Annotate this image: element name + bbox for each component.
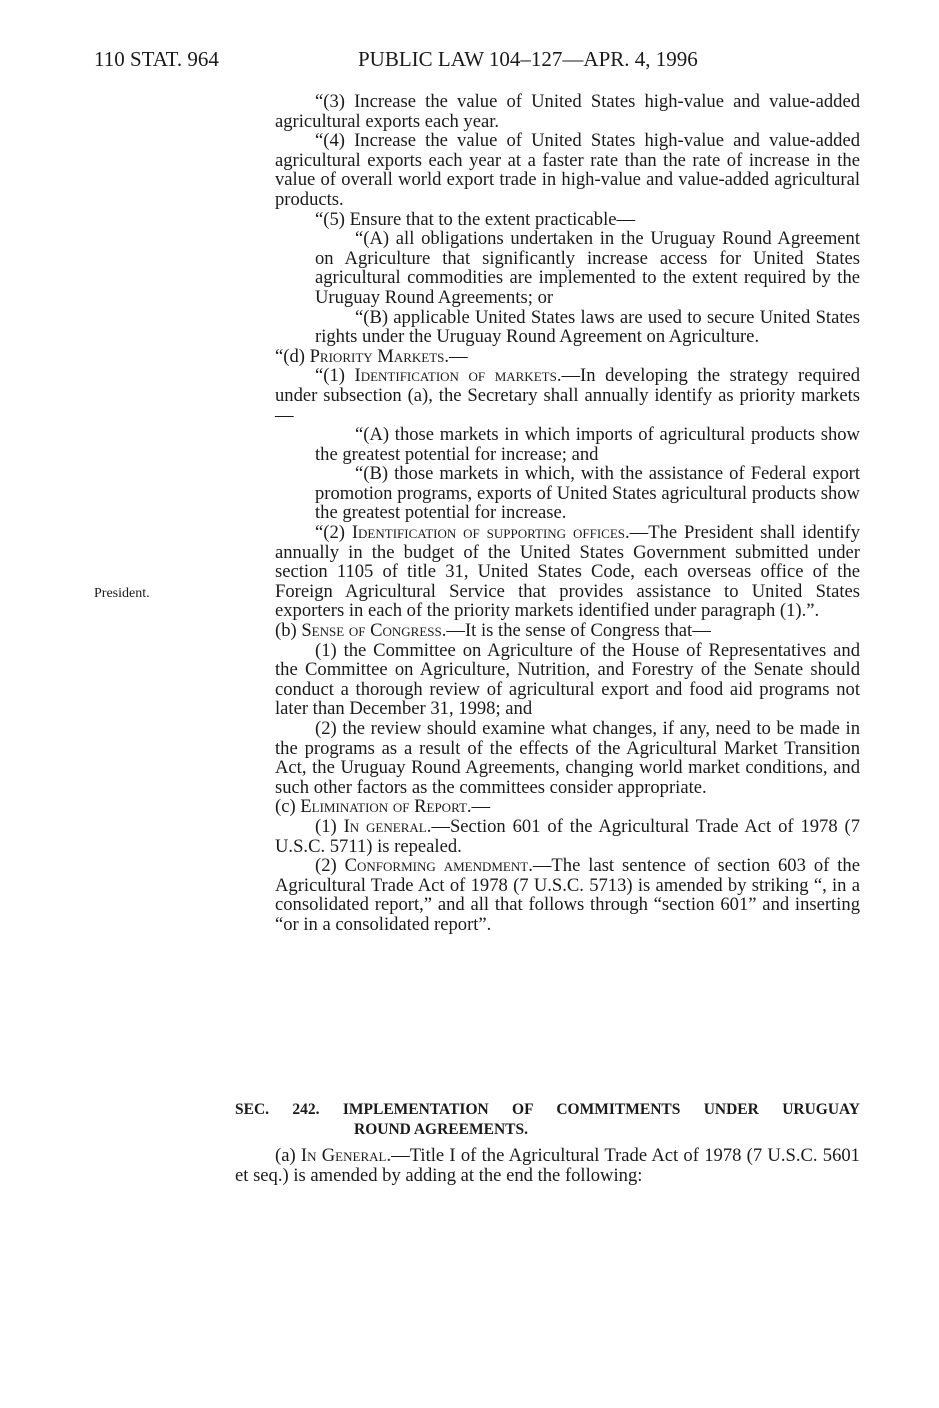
subsection-a: (a) In General.—Title I of the Agricultural Trade Act of 1978 (7 U.S.C. 5601 et seq.) is amended by adding at the end the following: (235, 1145, 860, 1186)
running-header (94, 44, 860, 74)
paragraph-3: “(3) Increase the value of United States high-value and value-added agricultural exports each year. (275, 91, 860, 132)
paragraph-c1: (1) In general.—Section 601 of the Agricultural Trade Act of 1978 (7 U.S.C. 5711) is repealed. (275, 815, 861, 857)
statute-page-number: 110 STAT. 964 (94, 47, 219, 71)
paragraph-d1-heading: Identification of markets (354, 365, 557, 387)
paragraph-4: “(4) Increase the value of United States high-value and value-added agricultural exports each year at a faster rate than the rate of increase in the value of overall world export trade in high-value and value-added agricultural products. (275, 130, 860, 210)
section-heading-line-2: ROUND AGREEMENTS. (354, 1120, 528, 1138)
margin-note: President. (94, 586, 150, 601)
paragraph-c1-heading: In general (343, 815, 427, 837)
section-heading-line-1: SEC. 242. IMPLEMENTATION OF COMMITMENTS UNDER URUGUAY (235, 1101, 860, 1118)
paragraph-b2: (2) the review should examine what changes, if any, need to be made in the programs as a result of the effects of the Agricultural Market Transition Act, the Uruguay Round Agreements, changing world market conditions, and such other factors as the committees consider appropriate. (275, 718, 860, 798)
subsection-b: (b) Sense of Congress.—It is the sense of Congress that— (275, 620, 711, 642)
subsection-a-heading: In General (300, 1145, 387, 1166)
section-body (235, 1146, 860, 1185)
paragraph-d2-heading: Identification of supporting offices (351, 522, 625, 544)
subparagraph-d1b: “(B) those markets in which, with the assistance of Federal export promotion programs, exports of United States agricultural products show the greatest potential for increase. (315, 463, 860, 524)
subsection-d: “(d) Priority Markets.— (275, 345, 468, 367)
section-heading (235, 1100, 860, 1139)
subparagraph-5a: “(A) all obligations undertaken in the Uruguay Round Agreement on Agriculture that significantly increase access for United States agricultural commodities are implemented to the extent required by the Uruguay Round Agreements; or (315, 228, 860, 308)
paragraph-b1: (1) the Committee on Agriculture of the House of Representatives and the Committee on Agriculture, Nutrition, and Forestry of the Senate should conduct a thorough review of agricultural export and food aid programs not later than December 31, 1998; and (275, 639, 860, 720)
subparagraph-5b: “(B) applicable United States laws are used to secure United States rights under the Uruguay Round Agreement on Agriculture. (315, 306, 860, 348)
subsection-d-heading: Priority Markets (309, 345, 445, 367)
paragraph-c2-heading: Conforming amendment (344, 855, 529, 877)
paragraph-c2: (2) Conforming amendment.—The last sentence of section 603 of the Agricultural Trade Act of 1978 (7 U.S.C. 5713) is amended by striking “, in a consolidated report,” and all that follows through “section 601” and inserting “or in a consolidated report”. (275, 855, 860, 935)
paragraph-d1: “(1) Identification of markets.—In developing the strategy required under subsection (a), the Secretary shall annually identify as priority markets— (275, 365, 860, 426)
subparagraph-d1a: “(A) those markets in which imports of agricultural products show the greatest potential for increase; and (315, 424, 860, 465)
subsection-b-heading: Sense of Congress (301, 620, 442, 642)
public-law-title: PUBLIC LAW 104–127—APR. 4, 1996 (358, 47, 698, 71)
subsection-c: (c) Elimination of Report.— (275, 796, 491, 818)
paragraph-5: “(5) Ensure that to the extent practicable— (315, 208, 636, 230)
subsection-c-heading: Elimination of Report (300, 796, 467, 818)
law-text-body (275, 92, 860, 935)
paragraph-d2: “(2) Identification of supporting offices.—The President shall identify annually in the budget of the United States Government submitted under section 1105 of title 31, United States Code, each overseas office of the Foreign Agricultural Service that provides assistance to United States exporters in each of the priority markets identified under paragraph (1).”. (275, 522, 861, 622)
